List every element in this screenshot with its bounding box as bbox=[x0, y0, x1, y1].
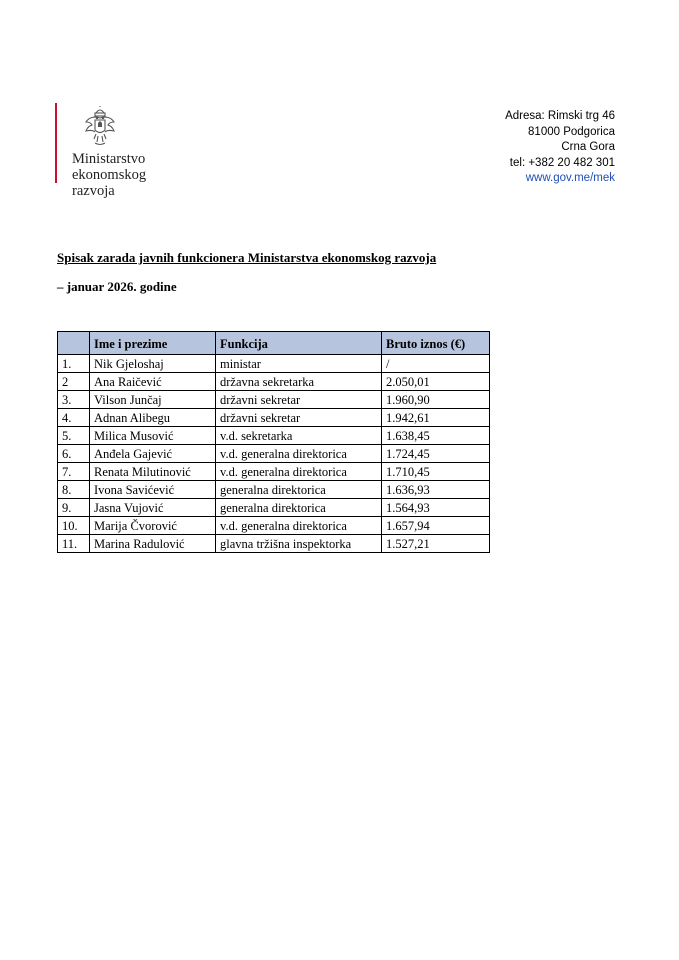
column-header-amount: Bruto iznos (€) bbox=[382, 332, 490, 355]
row-number: 1. bbox=[58, 355, 90, 373]
gross-amount: 1.960,90 bbox=[382, 391, 490, 409]
gross-amount: / bbox=[382, 355, 490, 373]
row-number: 9. bbox=[58, 499, 90, 517]
employee-function: glavna tržišna inspektorka bbox=[216, 535, 382, 553]
row-number: 11. bbox=[58, 535, 90, 553]
table-row bbox=[58, 355, 490, 373]
address-country: Crna Gora bbox=[561, 141, 615, 153]
contact-address bbox=[505, 109, 615, 187]
row-number: 4. bbox=[58, 409, 90, 427]
row-number: 2 bbox=[58, 373, 90, 391]
column-header-name: Ime i prezime bbox=[90, 332, 216, 355]
row-number: 8. bbox=[58, 481, 90, 499]
employee-function: ministar bbox=[216, 355, 382, 373]
row-number: 3. bbox=[58, 391, 90, 409]
row-number: 10. bbox=[58, 517, 90, 535]
employee-name: Jasna Vujović bbox=[90, 499, 216, 517]
table-row bbox=[58, 463, 490, 481]
website-link[interactable]: www.gov.me/mek bbox=[525, 172, 615, 184]
table-row bbox=[58, 373, 490, 391]
gross-amount: 1.638,45 bbox=[382, 427, 490, 445]
gross-amount: 1.942,61 bbox=[382, 409, 490, 427]
employee-function: v.d. generalna direktorica bbox=[216, 517, 382, 535]
column-header-function: Funkcija bbox=[216, 332, 382, 355]
employee-name: Nik Gjeloshaj bbox=[90, 355, 216, 373]
row-number: 7. bbox=[58, 463, 90, 481]
ministry-name-line: ekonomskog bbox=[72, 167, 147, 183]
table-row bbox=[58, 445, 490, 463]
ministry-name-line: Ministarstvo bbox=[72, 151, 146, 167]
gross-amount: 1.724,45 bbox=[382, 445, 490, 463]
gross-amount: 1.710,45 bbox=[382, 463, 490, 481]
gross-amount: 1.657,94 bbox=[382, 517, 490, 535]
employee-function: generalna direktorica bbox=[216, 481, 382, 499]
employee-function: v.d. sekretarka bbox=[216, 427, 382, 445]
employee-function: državna sekretarka bbox=[216, 373, 382, 391]
employee-function: državni sekretar bbox=[216, 391, 382, 409]
employee-function: generalna direktorica bbox=[216, 499, 382, 517]
salary-table bbox=[57, 331, 490, 553]
employee-name: Milica Musović bbox=[90, 427, 216, 445]
address-phone: tel: +382 20 482 301 bbox=[509, 156, 615, 169]
table-row bbox=[58, 535, 490, 553]
employee-function: državni sekretar bbox=[216, 409, 382, 427]
table-row bbox=[58, 499, 490, 517]
address-street: Adresa: Rimski trg 46 bbox=[505, 110, 615, 122]
employee-function: v.d. generalna direktorica bbox=[216, 463, 382, 481]
gross-amount: 1.527,21 bbox=[382, 535, 490, 553]
row-number: 5. bbox=[58, 427, 90, 445]
coat-of-arms-icon bbox=[83, 106, 117, 148]
employee-name: Adnan Alibegu bbox=[90, 409, 216, 427]
document-subtitle: – januar 2026. godine bbox=[57, 279, 177, 294]
employee-name: Vilson Junčaj bbox=[90, 391, 216, 409]
employee-name: Marija Čvorović bbox=[90, 517, 216, 535]
gross-amount: 1.564,93 bbox=[382, 499, 490, 517]
table-row bbox=[58, 517, 490, 535]
employee-name: Ivona Savićević bbox=[90, 481, 216, 499]
employee-name: Renata Milutinović bbox=[90, 463, 216, 481]
gross-amount: 1.636,93 bbox=[382, 481, 490, 499]
table-row bbox=[58, 427, 490, 445]
column-header-number bbox=[58, 332, 90, 355]
ministry-name-line: razvoja bbox=[72, 183, 115, 199]
employee-name: Anđela Gajević bbox=[90, 445, 216, 463]
employee-function: v.d. generalna direktorica bbox=[216, 445, 382, 463]
table-row bbox=[58, 481, 490, 499]
gross-amount: 2.050,01 bbox=[382, 373, 490, 391]
document-title: Spisak zarada javnih funkcionera Ministarstva ekonomskog razvoja bbox=[57, 250, 437, 265]
ministry-name bbox=[72, 151, 146, 199]
logo-accent-bar bbox=[55, 103, 57, 183]
table-row bbox=[58, 409, 490, 427]
employee-name: Ana Raičević bbox=[90, 373, 216, 391]
table-header-row bbox=[58, 332, 490, 355]
table-row bbox=[58, 391, 490, 409]
row-number: 6. bbox=[58, 445, 90, 463]
employee-name: Marina Radulović bbox=[90, 535, 216, 553]
address-city: 81000 Podgorica bbox=[528, 125, 615, 138]
